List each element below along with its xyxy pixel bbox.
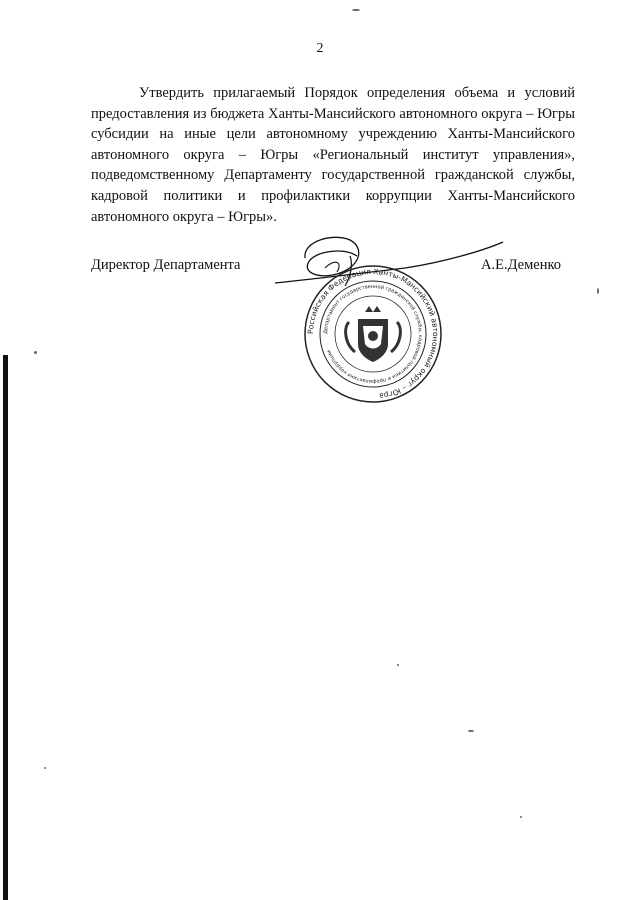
seal-outer-ring-text: Российская Федерация Ханты-Мансийский автономный округ – Югра — [305, 266, 441, 401]
scan-speck — [597, 288, 599, 294]
scan-speck — [397, 664, 399, 666]
body-paragraph: Утвердить прилагаемый Порядок определения объема и условий предоставления из бюджета Ханты-Мансийского автономного округа – Югры субсидии на иные цели автономному учреждению Ханты-Мансийского автономного округа – Югры «Региональный институт управления», подведомственному Департаменту государственной гражданской службы, кадровой политики и профилактики коррупции Ханты-Мансийского автономного округа – Югры». — [91, 85, 575, 225]
signatory-name: А.Е.Деменко — [481, 257, 562, 273]
page-number: 2 — [316, 41, 324, 56]
seal-inner-ring-text: Департамент государственной гражданской службы, кадровой политики и профилактики коррупции — [322, 283, 424, 385]
signatory-title: Директор Департамента — [91, 257, 241, 273]
scan-speck — [34, 351, 37, 354]
scan-margin-bar — [3, 355, 8, 900]
scan-speck — [44, 767, 46, 769]
scan-speck — [520, 816, 522, 818]
scan-speck — [468, 730, 474, 732]
official-seal — [303, 264, 443, 404]
coat-of-arms-icon — [346, 306, 401, 362]
scan-speck — [352, 9, 360, 11]
